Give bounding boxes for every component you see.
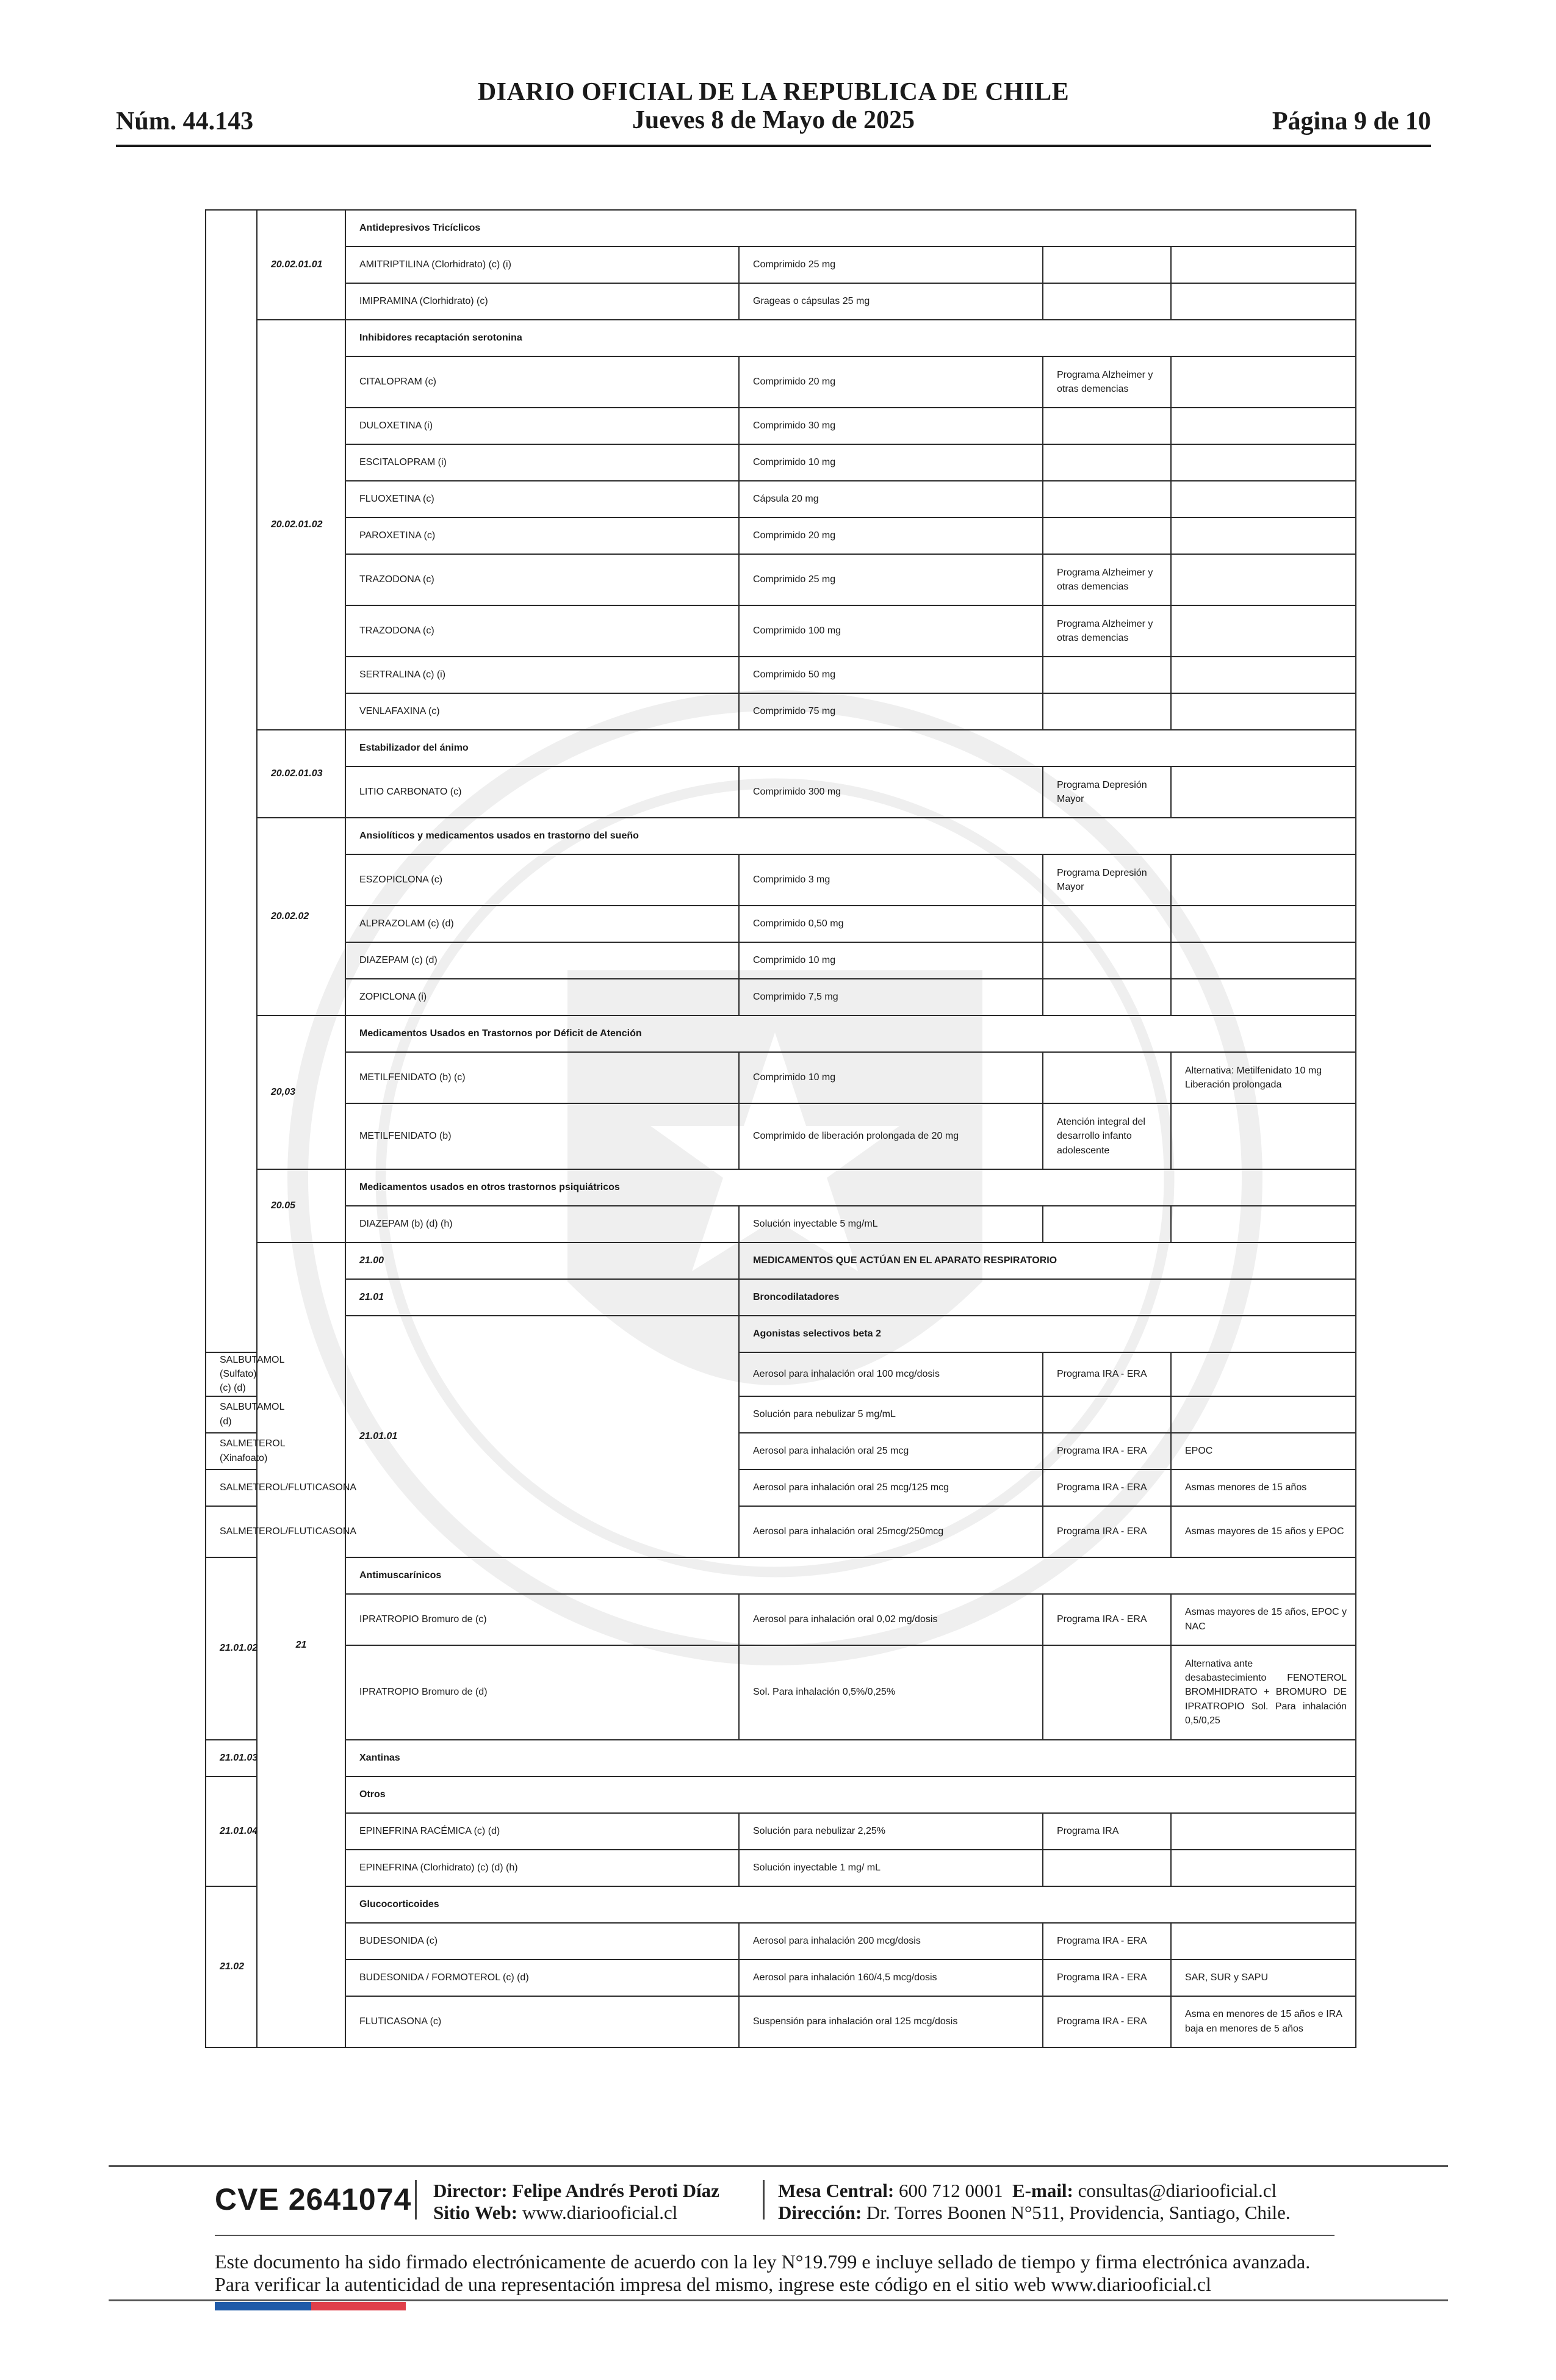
contact-block [778, 2180, 1291, 2224]
pharmaceutical-form: Comprimido 0,50 mg [739, 906, 1043, 942]
program-cell [1043, 979, 1171, 1015]
observation-cell [1171, 854, 1356, 906]
group-code: 21.01 [345, 1279, 739, 1316]
table-row [206, 1557, 1356, 1594]
table-row [206, 1242, 1356, 1279]
observation-cell [1171, 766, 1356, 818]
director-block [433, 2180, 719, 2224]
table-row [206, 554, 1356, 605]
table-row [206, 1052, 1356, 1103]
program-cell: Programa Depresión Mayor [1043, 854, 1171, 906]
pharmaceutical-form: Aerosol para inhalación 160/4,5 mcg/dosis [739, 1960, 1043, 1996]
program-cell [1043, 1206, 1171, 1242]
program-cell: Programa IRA - ERA [1043, 1996, 1171, 2047]
page-header [116, 76, 1431, 147]
table-row [206, 1923, 1356, 1960]
observation-cell: Asmas menores de 15 años [1171, 1469, 1356, 1506]
pharmaceutical-form: Comprimido de liberación prolongada de 20 mg [739, 1103, 1043, 1169]
table-row [206, 693, 1356, 730]
observation-first-line: Alternativa ante [1185, 1659, 1253, 1670]
pharmaceutical-form: Comprimido 20 mg [739, 517, 1043, 554]
pharmaceutical-form: Comprimido 100 mg [739, 605, 1043, 657]
pharmaceutical-form: Solución para nebulizar 5 mg/mL [739, 1396, 1043, 1433]
flag-stripe-blue [215, 2302, 311, 2310]
table-row [206, 1103, 1356, 1169]
program-cell: Programa IRA [1043, 1813, 1171, 1850]
drug-name: SALMETEROL/FLUTICASONA [206, 1469, 257, 1506]
program-cell [1043, 1052, 1171, 1103]
group-code: 21.01.04 [206, 1776, 257, 1886]
observation-cell [1171, 1352, 1356, 1396]
section-heading: Otros [345, 1776, 1356, 1813]
table-row [206, 1015, 1356, 1052]
section-heading: MEDICAMENTOS QUE ACTÚAN EN EL APARATO RESPIRATORIO [739, 1242, 1356, 1279]
drug-name: SERTRALINA (c) (i) [345, 657, 739, 693]
footer-divider [215, 2235, 1334, 2236]
section-heading: Medicamentos Usados en Trastornos por Déficit de Atención [345, 1015, 1356, 1052]
footer-divider [109, 2165, 1448, 2167]
pharmaceutical-form: Comprimido 20 mg [739, 356, 1043, 408]
pharmaceutical-form: Comprimido 300 mg [739, 766, 1043, 818]
cve-code: CVE 2641074 [215, 2182, 412, 2216]
pharmaceutical-form: Solución inyectable 1 mg/ mL [739, 1850, 1043, 1886]
observation-cell [1171, 657, 1356, 693]
chapter-code: 21 [257, 1242, 345, 2047]
section-heading: Estabilizador del ánimo [345, 730, 1356, 766]
group-code: 20.02.02 [257, 818, 345, 1015]
drug-name: BUDESONIDA (c) [345, 1923, 739, 1960]
newspaper-title: DIARIO OFICIAL DE LA REPUBLICA DE CHILE [477, 78, 1070, 106]
email-label: E-mail: [1012, 2180, 1073, 2201]
footer-separator [415, 2180, 417, 2220]
group-code: 21.00 [345, 1242, 739, 1279]
observation-cell [1171, 605, 1356, 657]
observation-cell [1171, 693, 1356, 730]
program-cell [1043, 247, 1171, 283]
pharmaceutical-form: Aerosol para inhalación oral 25 mcg/125 mcg [739, 1469, 1043, 1506]
table-row [206, 210, 1356, 247]
section-heading: Agonistas selectivos beta 2 [739, 1316, 1356, 1352]
drug-name: BUDESONIDA / FORMOTEROL (c) (d) [345, 1960, 739, 1996]
table-row [206, 1740, 1356, 1776]
section-heading: Broncodilatadores [739, 1279, 1356, 1316]
mesa-label: Mesa Central: [778, 2180, 895, 2201]
pharmaceutical-form: Comprimido 10 mg [739, 444, 1043, 481]
pharmaceutical-form: Aerosol para inhalación oral 25mcg/250mcg [739, 1506, 1043, 1557]
drug-name: LITIO CARBONATO (c) [345, 766, 739, 818]
email-link[interactable]: consultas@diariooficial.cl [1078, 2180, 1277, 2201]
drug-name: SALBUTAMOL (d) [206, 1396, 257, 1433]
table-row [206, 247, 1356, 283]
drug-name: DULOXETINA (i) [345, 408, 739, 444]
observation-cell [1171, 356, 1356, 408]
table-row [206, 1169, 1356, 1206]
observation-cell: SAR, SUR y SAPU [1171, 1960, 1356, 1996]
issue-number: Núm. 44.143 [116, 107, 254, 135]
drug-name: SALBUTAMOL (Sulfato) (c) (d) [206, 1352, 257, 1396]
group-code: 21.01.02 [206, 1557, 257, 1740]
observation-cell [1171, 906, 1356, 942]
table-row [206, 356, 1356, 408]
table-row [206, 854, 1356, 906]
observation-rest: desabastecimiento FENOTEROL BROMHIDRATO + BROMURO DE IPRATROPIO Sol. Para inhalación 0,5/0,25 [1185, 1673, 1347, 1726]
drug-name: METILFENIDATO (b) [345, 1103, 739, 1169]
drug-name: TRAZODONA (c) [345, 554, 739, 605]
address-label: Dirección: [778, 2202, 862, 2223]
signature-notice: Este documento ha sido firmado electrónicamente de acuerdo con la ley N°19.799 e incluye sellado de tiempo y firma electrónica avanzada. Para verificar la autenticidad de una representación impresa del mismo, ingrese este código en el sitio web www.diariooficial.cl [215, 2251, 1311, 2295]
program-cell: Programa IRA - ERA [1043, 1923, 1171, 1960]
group-code: 21.01.03 [206, 1740, 257, 1776]
footer-divider [109, 2299, 1448, 2301]
section-heading: Ansiolíticos y medicamentos usados en trastorno del sueño [345, 818, 1356, 854]
table-row [206, 408, 1356, 444]
table-row [206, 942, 1356, 979]
observation-cell: Asmas mayores de 15 años y EPOC [1171, 1506, 1356, 1557]
pharmaceutical-form: Comprimido 75 mg [739, 693, 1043, 730]
observation-cell: EPOC [1171, 1433, 1356, 1469]
director-label: Director: [433, 2180, 508, 2201]
drug-name: SALMETEROL (Xinafoato) [206, 1433, 257, 1469]
table-row [206, 1206, 1356, 1242]
group-code: 20.02.01.03 [257, 730, 345, 818]
program-cell: Programa IRA - ERA [1043, 1433, 1171, 1469]
pharmaceutical-form: Comprimido 25 mg [739, 247, 1043, 283]
table-row [206, 1645, 1356, 1740]
program-cell [1043, 693, 1171, 730]
mesa-phone: 600 712 0001 [899, 2180, 1003, 2201]
table-row [206, 906, 1356, 942]
drug-name: ALPRAZOLAM (c) (d) [345, 906, 739, 942]
pharmaceutical-form: Grageas o cápsulas 25 mg [739, 283, 1043, 320]
observation-cell [1171, 979, 1356, 1015]
observation-cell [1171, 942, 1356, 979]
observation-cell: Alternativa: Metilfenidato 10 mg Liberación prolongada [1171, 1052, 1356, 1103]
group-code: 21.02 [206, 1886, 257, 2047]
drug-name: DIAZEPAM (b) (d) (h) [345, 1206, 739, 1242]
observation-cell [1171, 283, 1356, 320]
page-number: Página 9 de 10 [1272, 107, 1431, 135]
observation-cell [1171, 1923, 1356, 1960]
pharmaceutical-form: Aerosol para inhalación oral 100 mcg/dosis [739, 1352, 1043, 1396]
table-row [206, 1316, 1356, 1352]
pharmaceutical-form: Suspensión para inhalación oral 125 mcg/dosis [739, 1996, 1043, 2047]
program-cell: Programa IRA - ERA [1043, 1594, 1171, 1645]
program-cell [1043, 481, 1171, 517]
group-code: 20.05 [257, 1169, 345, 1242]
program-cell [1043, 1396, 1171, 1433]
section-heading: Glucocorticoides [345, 1886, 1356, 1923]
table-row [206, 766, 1356, 818]
program-cell: Programa IRA - ERA [1043, 1960, 1171, 1996]
table-row [206, 1776, 1356, 1813]
program-cell [1043, 657, 1171, 693]
pharmaceutical-form: Comprimido 3 mg [739, 854, 1043, 906]
pharmaceutical-form: Cápsula 20 mg [739, 481, 1043, 517]
table-row [206, 481, 1356, 517]
table-row [206, 657, 1356, 693]
program-cell: Programa IRA - ERA [1043, 1506, 1171, 1557]
pharmaceutical-form: Comprimido 10 mg [739, 1052, 1043, 1103]
observation-cell [1171, 517, 1356, 554]
drug-name: AMITRIPTILINA (Clorhidrato) (c) (i) [345, 247, 739, 283]
table-row [206, 1996, 1356, 2047]
pharmaceutical-form: Comprimido 50 mg [739, 657, 1043, 693]
pharmaceutical-form: Aerosol para inhalación 200 mcg/dosis [739, 1923, 1043, 1960]
pharmaceutical-form: Comprimido 30 mg [739, 408, 1043, 444]
group-code: 21.01.01 [345, 1316, 739, 1557]
program-cell: Atención integral del desarrollo infanto adolescente [1043, 1103, 1171, 1169]
pharmaceutical-form: Aerosol para inhalación oral 0,02 mg/dosis [739, 1594, 1043, 1645]
observation-cell: Asmas mayores de 15 años, EPOC y NAC [1171, 1594, 1356, 1645]
section-heading: Antimuscarínicos [345, 1557, 1356, 1594]
drug-name: PAROXETINA (c) [345, 517, 739, 554]
program-cell [1043, 517, 1171, 554]
drug-name: EPINEFRINA RACÉMICA (c) (d) [345, 1813, 739, 1850]
medicines-table [205, 209, 1356, 2048]
director-name: Felipe Andrés Peroti Díaz [512, 2180, 719, 2201]
program-cell: Programa Alzheimer y otras demencias [1043, 554, 1171, 605]
table-row [206, 320, 1356, 356]
flag-stripe-red [311, 2302, 406, 2310]
pharmaceutical-form: Solución para nebulizar 2,25% [739, 1813, 1043, 1850]
program-cell: Programa Alzheimer y otras demencias [1043, 605, 1171, 657]
address-text: Dr. Torres Boonen N°511, Providencia, Santiago, Chile. [866, 2202, 1291, 2223]
pharmaceutical-form: Comprimido 25 mg [739, 554, 1043, 605]
program-cell: Programa Alzheimer y otras demencias [1043, 356, 1171, 408]
pharmaceutical-form: Comprimido 7,5 mg [739, 979, 1043, 1015]
drug-name: DIAZEPAM (c) (d) [345, 942, 739, 979]
section-heading: Inhibidores recaptación serotonina [345, 320, 1356, 356]
pharmaceutical-form: Sol. Para inhalación 0,5%/0,25% [739, 1645, 1043, 1740]
chapter-code-cell [206, 210, 257, 1352]
table-row [206, 517, 1356, 554]
web-label: Sitio Web: [433, 2202, 518, 2223]
table-row [206, 283, 1356, 320]
table-row [206, 1594, 1356, 1645]
drug-name: ESCITALOPRAM (i) [345, 444, 739, 481]
drug-name: SALMETEROL/FLUTICASONA [206, 1506, 257, 1557]
drug-name: TRAZODONA (c) [345, 605, 739, 657]
observation-cell [1171, 1645, 1356, 1740]
drug-name: METILFENIDATO (b) (c) [345, 1052, 739, 1103]
table-row [206, 605, 1356, 657]
observation-cell [1171, 481, 1356, 517]
program-cell [1043, 444, 1171, 481]
observation-cell [1171, 1396, 1356, 1433]
program-cell [1043, 1850, 1171, 1886]
program-cell: Programa IRA - ERA [1043, 1469, 1171, 1506]
observation-cell: Asma en menores de 15 años e IRA baja en menores de 5 años [1171, 1996, 1356, 2047]
table-row [206, 818, 1356, 854]
pharmaceutical-form: Aerosol para inhalación oral 25 mcg [739, 1433, 1043, 1469]
drug-name: CITALOPRAM (c) [345, 356, 739, 408]
program-cell: Programa Depresión Mayor [1043, 766, 1171, 818]
drug-name: IMIPRAMINA (Clorhidrato) (c) [345, 283, 739, 320]
drug-name: IPRATROPIO Bromuro de (d) [345, 1645, 739, 1740]
section-heading: Medicamentos usados en otros trastornos psiquiátricos [345, 1169, 1356, 1206]
table-row [206, 1960, 1356, 1996]
issue-date: Jueves 8 de Mayo de 2025 [632, 106, 915, 134]
group-code: 20,03 [257, 1015, 345, 1169]
drug-name: IPRATROPIO Bromuro de (c) [345, 1594, 739, 1645]
observation-cell [1171, 1813, 1356, 1850]
observation-cell [1171, 408, 1356, 444]
group-code: 20.02.01.02 [257, 320, 345, 730]
group-code: 20.02.01.01 [257, 210, 345, 320]
section-heading: Xantinas [345, 1740, 1356, 1776]
drug-name: ZOPICLONA (i) [345, 979, 739, 1015]
program-cell [1043, 906, 1171, 942]
table-row [206, 444, 1356, 481]
table-row [206, 1886, 1356, 1923]
table-row [206, 730, 1356, 766]
footer-separator [763, 2180, 765, 2220]
table-row [206, 979, 1356, 1015]
table-row [206, 1850, 1356, 1886]
section-heading: Antidepresivos Tricíclicos [345, 210, 1356, 247]
program-cell: Programa IRA - ERA [1043, 1352, 1171, 1396]
observation-cell [1171, 247, 1356, 283]
observation-cell [1171, 1850, 1356, 1886]
program-cell [1043, 408, 1171, 444]
table-row [206, 1279, 1356, 1316]
program-cell [1043, 942, 1171, 979]
pharmaceutical-form: Comprimido 10 mg [739, 942, 1043, 979]
drug-name: ESZOPICLONA (c) [345, 854, 739, 906]
drug-name: FLUTICASONA (c) [345, 1996, 739, 2047]
observation-cell [1171, 1206, 1356, 1242]
observation-cell [1171, 554, 1356, 605]
drug-name: FLUOXETINA (c) [345, 481, 739, 517]
pharmaceutical-form: Solución inyectable 5 mg/mL [739, 1206, 1043, 1242]
table-row [206, 1813, 1356, 1850]
drug-name: VENLAFAXINA (c) [345, 693, 739, 730]
drug-name: EPINEFRINA (Clorhidrato) (c) (d) (h) [345, 1850, 739, 1886]
observation-cell [1171, 444, 1356, 481]
observation-cell [1171, 1103, 1356, 1169]
program-cell [1043, 1645, 1171, 1740]
web-link[interactable]: www.diariooficial.cl [522, 2202, 678, 2223]
program-cell [1043, 283, 1171, 320]
